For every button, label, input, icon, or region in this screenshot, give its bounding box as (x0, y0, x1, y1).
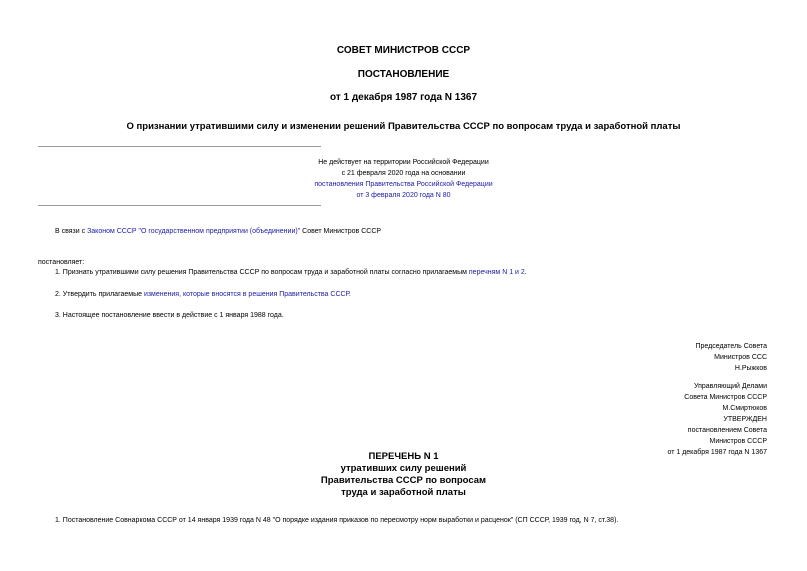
divider-top (38, 146, 321, 147)
divider-bottom (38, 205, 321, 206)
list-1-heading (0, 451, 807, 499)
document-title: О признании утратившими силу и изменении решений Правительства СССР по вопросам труда и заработной платы (126, 121, 681, 132)
item-1-link[interactable]: перечням N 1 и 2 (468, 269, 525, 276)
list-1-item-1: 1. Постановление Совнаркома СССР от 14 января 1939 года N 48 "О порядке издания приказов по пересмотру норм выработки и расценок" (СП СССР, 1939 год, N 7, ст.38). (55, 517, 619, 524)
item-3: 3. Настоящее постановление ввести в действие с 1 января 1988 года. (55, 312, 284, 319)
sig-line-4: Управляющий Делами (693, 383, 767, 390)
org-name: СОВЕТ МИНИСТРОВ СССР (336, 45, 471, 56)
preamble-before: В связи с (55, 228, 88, 235)
sig-line-6: М.Смиртюков (722, 405, 767, 412)
sig-line-9: Министров СССР (709, 438, 767, 445)
preamble (55, 226, 381, 237)
list-1-subtitle-1: утративших силу решений (340, 463, 467, 474)
item-2-link[interactable]: изменения, которые вносятся в решения Правительства СССР (143, 291, 349, 298)
sig-line-2: Министров ССС (714, 354, 767, 361)
item-1 (55, 267, 527, 278)
notice-line-2: с 21 февраля 2020 года на основании (341, 170, 466, 177)
notice-link-decree[interactable]: постановления Правительства Российской Федерации (314, 181, 493, 188)
sig-line-10: от 1 декабря 1987 года N 1367 (667, 449, 767, 456)
list-1-subtitle-2: Правительства СССР по вопросам (320, 475, 487, 486)
resolves-label: постановляет: (38, 259, 85, 266)
document-type: ПОСТАНОВЛЕНИЕ (357, 69, 450, 80)
signature-block-chairman (695, 341, 767, 374)
notice-link-date[interactable]: от 3 февраля 2020 года N 80 (356, 192, 451, 199)
sig-line-3: Н.Рыжков (734, 365, 767, 372)
item-1-end: . (524, 269, 527, 276)
notice-line-1: Не действует на территории Российской Федерации (318, 159, 489, 166)
sig-line-8: постановлением Совета (687, 427, 767, 434)
sig-line-7: УТВЕРЖДЕН (723, 416, 767, 423)
list-1-title: ПЕРЕЧЕНЬ N 1 (368, 451, 439, 462)
preamble-after: Совет Министров СССР (300, 228, 382, 235)
sig-line-5: Совета Министров СССР (684, 394, 767, 401)
signature-block-manager (667, 381, 767, 458)
item-1-text: 1. Признать утратившими силу решения Правительства СССР по вопросам труда и заработной платы согласно прилагаемым (55, 269, 469, 276)
item-2 (55, 289, 351, 300)
sig-line-1: Председатель Совета (695, 343, 767, 350)
item-2-end: . (348, 291, 351, 298)
status-notice (0, 157, 807, 201)
list-1-subtitle-3: труда и заработной платы (341, 487, 466, 498)
item-2-text: 2. Утвердить прилагаемые (55, 291, 144, 298)
preamble-law-link[interactable]: Законом СССР "О государственном предприятии (объединении)" (87, 228, 301, 235)
document-date: от 1 декабря 1987 года N 1367 (329, 92, 478, 103)
